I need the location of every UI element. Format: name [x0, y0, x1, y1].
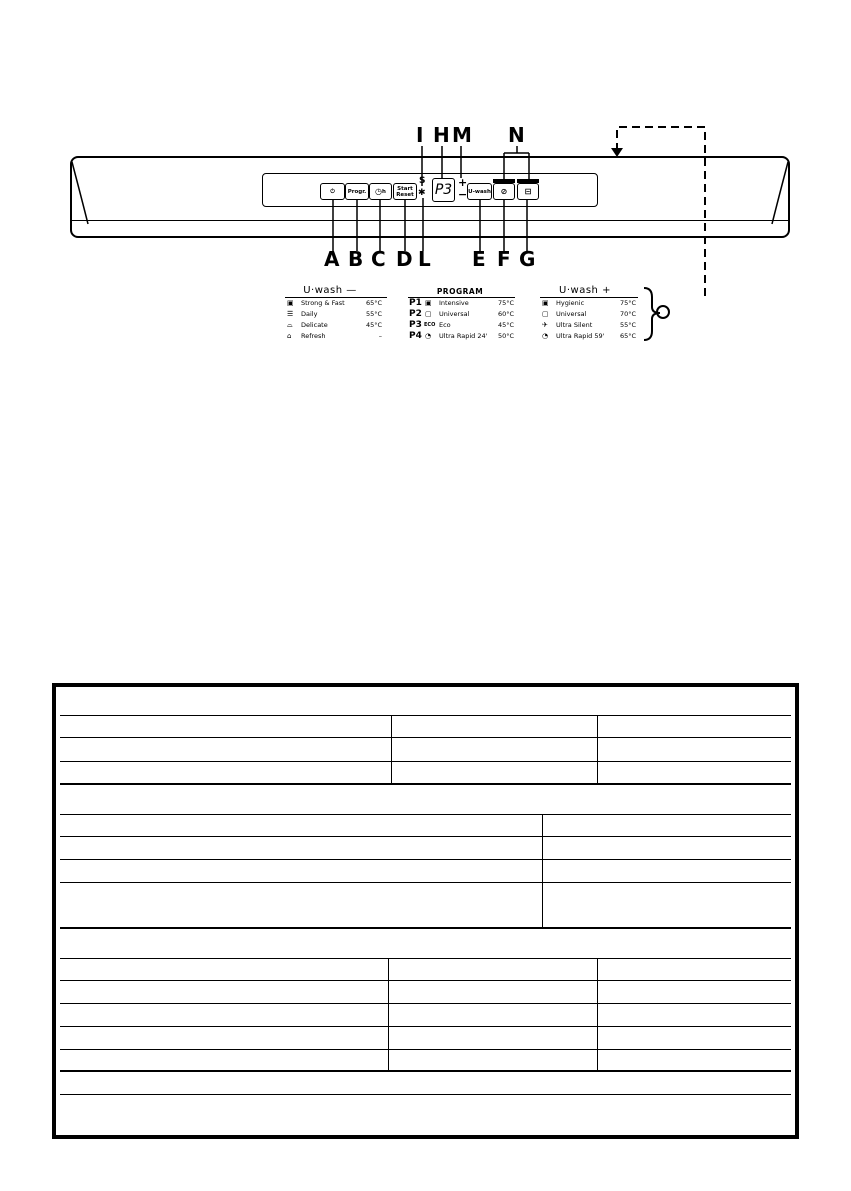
label-g: G [519, 247, 536, 271]
table-row [60, 738, 791, 762]
program-code: P3 [409, 320, 422, 330]
table-cell [597, 1050, 598, 1070]
list-item: Hygienic [556, 299, 585, 307]
digital-display: P3 [432, 178, 455, 202]
program-code: P1 [409, 298, 422, 308]
eco-option-button[interactable] [493, 183, 515, 200]
control-window [262, 173, 598, 207]
uwash-minus-heading: U·wash — [303, 285, 357, 296]
list-item: Eco [439, 321, 451, 329]
label-a: A [324, 247, 340, 271]
start-reset-button[interactable]: Start Reset [393, 183, 417, 200]
table-row [60, 1004, 791, 1027]
list-item: Ultra Silent [556, 321, 593, 329]
blank-form-table [52, 683, 799, 1139]
list-item: Strong & Fast [301, 299, 345, 307]
table-row [60, 1095, 791, 1135]
leaf-icon: ⊘ [500, 186, 508, 196]
daily-icon: ☰ [287, 310, 294, 318]
table-cell [597, 738, 598, 761]
table-cell [388, 959, 389, 980]
table-cell [388, 1027, 389, 1049]
temperature: 45°C [497, 321, 514, 329]
section-header [60, 687, 791, 716]
temperature: – [378, 332, 382, 340]
list-item: Universal [439, 310, 470, 318]
eco-icon: ECO [424, 322, 436, 328]
table-row [60, 1072, 791, 1095]
table-cell [388, 1004, 389, 1026]
table-cell [542, 860, 543, 882]
label-c: C [371, 247, 386, 271]
table-row [60, 1050, 791, 1072]
section-header [60, 785, 791, 815]
table-row [60, 815, 791, 837]
table-cell [597, 716, 598, 737]
table-cell [597, 762, 598, 783]
intensive-icon: ▣ [425, 299, 432, 307]
panel-lip [70, 220, 790, 238]
power-button[interactable]: ⏻ [320, 183, 345, 200]
basket-icon: ⊟ [524, 186, 532, 196]
table-cell [391, 762, 392, 783]
program-code: P4 [409, 331, 422, 341]
universal-plus-icon: ▢ [542, 310, 549, 318]
temperature: 75°C [497, 299, 514, 307]
table-row [60, 837, 791, 860]
delay-label: h [382, 188, 386, 195]
list-item: Delicate [301, 321, 328, 329]
temperature: 60°C [497, 310, 514, 318]
temperature: 70°C [619, 310, 636, 318]
ultra-rapid-icon: ◔ [425, 332, 432, 340]
uwash-button[interactable]: U-wash [467, 183, 492, 200]
label-i: I [416, 123, 424, 147]
table-cell [597, 1004, 598, 1026]
table-row [60, 981, 791, 1004]
clock-icon: ◷ [375, 186, 383, 196]
list-item: Ultra Rapid 59' [556, 332, 605, 340]
refresh-icon: ⌂ [287, 332, 292, 340]
program-code: P2 [409, 309, 422, 319]
temperature: 55°C [619, 321, 636, 329]
list-item: Daily [301, 310, 318, 318]
label-h: H [433, 123, 450, 147]
table-row [60, 762, 791, 785]
table-row [60, 1027, 791, 1050]
label-l: L [418, 247, 431, 271]
hygienic-icon: ▣ [542, 299, 549, 307]
label-o [656, 305, 670, 319]
half-load-button[interactable] [517, 183, 539, 200]
table-row [60, 883, 791, 929]
table-row [60, 860, 791, 883]
delicate-icon: ⌓ [287, 321, 293, 329]
label-d: D [396, 247, 413, 271]
label-e: E [472, 247, 486, 271]
strong-fast-icon: ▣ [287, 299, 294, 307]
temperature: 45°C [365, 321, 382, 329]
table-cell [597, 959, 598, 980]
temperature: 50°C [497, 332, 514, 340]
ultra-silent-icon: ✈ [542, 321, 548, 329]
table-cell [388, 1050, 389, 1070]
list-item: Ultra Rapid 24' [439, 332, 488, 340]
table-cell [542, 837, 543, 859]
temperature: 65°C [365, 299, 382, 307]
temperature: 55°C [365, 310, 382, 318]
table-cell [597, 1027, 598, 1049]
ultra-rapid-59-icon: ◔ [542, 332, 549, 340]
table-row [60, 716, 791, 738]
uwash-plus-heading: U·wash + [559, 285, 611, 296]
program-heading: PROGRAM [436, 287, 484, 296]
label-b: B [348, 247, 364, 271]
table-row [60, 959, 791, 981]
table-cell [542, 883, 543, 927]
minus-indicator: − [458, 188, 468, 201]
table-cell [388, 981, 389, 1003]
program-button[interactable]: Progr. [345, 183, 369, 200]
table-cell [542, 815, 543, 836]
temperature: 65°C [619, 332, 636, 340]
table-cell [597, 981, 598, 1003]
list-item: Intensive [439, 299, 469, 307]
list-item: Universal [556, 310, 587, 318]
universal-icon: ▢ [425, 310, 432, 318]
label-f: F [497, 247, 511, 271]
table-cell [391, 716, 392, 737]
delay-start-button[interactable] [369, 183, 392, 200]
section-header [60, 929, 791, 959]
rinse-aid-indicator: ✱ [418, 188, 426, 198]
temperature: 75°C [619, 299, 636, 307]
plus-indicator: + [458, 176, 468, 189]
label-n: N [508, 123, 525, 147]
label-m: M [452, 123, 472, 147]
salt-indicator: S [419, 176, 426, 186]
table-cell [391, 738, 392, 761]
list-item: Refresh [301, 332, 326, 340]
